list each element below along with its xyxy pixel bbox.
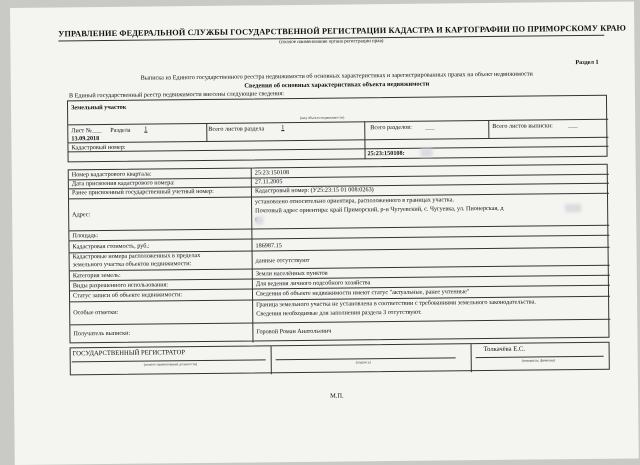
agency-caption: (полное наименование органа регистрации прав)	[279, 39, 384, 46]
section-label: Раздел 1	[575, 58, 599, 67]
name-caption: (инициалы, фамилия)	[521, 358, 555, 363]
row-value-land-category: Земли населённых пунктов	[255, 269, 328, 278]
extract-lead: В Единый государственный реестр недвижимости внесены следующие сведения:	[68, 90, 285, 100]
document-sheet	[10, 1, 639, 465]
extract-subtitle: Сведения об основных характеристиках объекта недвижимости	[244, 80, 430, 90]
row-label-special-notes: Особые отметки:	[73, 308, 119, 317]
sheet-no-value: ___	[92, 127, 102, 135]
row-label-address: Адрес:	[72, 211, 91, 219]
row-label-assign-date: Дата присвоения кадастрового номера:	[71, 179, 175, 188]
cadastral-number-label: Кадастровый номер:	[71, 143, 126, 152]
row-label-cadastral-value: Кадастровая стоимость, руб.:	[72, 242, 150, 251]
sign-caption: (подпись)	[355, 360, 371, 365]
row-label-prev-number: Ранее присвоенный государственный учетный номер:	[71, 187, 214, 197]
row-label-land-category: Категория земель:	[72, 271, 121, 280]
sheet-no-label: Лист №	[71, 127, 92, 135]
row-label-quarter: Номер кадастрового квартала:	[71, 170, 152, 179]
position-caption: (полное наименование должности)	[143, 362, 198, 367]
row-value-special-notes-1: Граница земельного участка не установлена в соответствии с требованиями земельного законодательства.	[256, 298, 536, 309]
row-value-permitted-use: Для ведения личного подсобного хозяйства	[255, 279, 371, 288]
sheets-total-label: Всего листов выписки:	[492, 122, 553, 130]
row-value-prev-number: Кадастровый номер: (У25:23:15 01 008:0263)	[254, 186, 374, 195]
row-value-cadastral-value: 186987.15	[255, 242, 282, 250]
row-value-special-notes-2: Сведения необходимые для заполнения раздела 3 отсутствуют.	[256, 308, 422, 318]
cadastral-number-value: 25:23:150108:	[367, 149, 405, 158]
agency-title: УПРАВЛЕНИЕ ФЕДЕРАЛЬНОЙ СЛУЖБЫ ГОСУДАРСТВЕННОЙ РЕГИСТРАЦИИ КАДАСТРА И КАРТОГРАФИИ ПО ПРИМОРСКОМУ КРАЮ	[58, 23, 627, 39]
row-label-record-status: Статус записи об объекте недвижимости:	[72, 291, 183, 300]
row-value-address-line1: установлено относительно ориентира, расположенного в границах участка.	[255, 196, 455, 206]
row-value-inner-objects: данные отсутствуют	[255, 256, 310, 265]
row-value-record-status: Сведения об объекте недвижимости имеют статус "актуальные, ранее учтенные"	[255, 288, 470, 298]
row-label-recipient: Получатель выписки:	[73, 329, 131, 338]
section-no-label: Раздела	[110, 126, 131, 134]
sections-total-label: Всего разделов:	[370, 123, 412, 132]
object-type-caption: (вид объекта недвижимости)	[300, 115, 345, 120]
registrar-position: ГОСУДАРСТВЕННЫЙ РЕГИСТРАТОР	[72, 349, 186, 358]
sheets-total-value: ___	[568, 122, 578, 130]
redaction-blur	[565, 204, 581, 212]
row-label-permitted-use: Виды разрешенного использования:	[72, 281, 169, 290]
details-table	[68, 164, 610, 344]
extract-title: Выписка из Единого государственного реестра недвижимости об основных характеристиках и зарегистрированных правах на объект недвижимости	[140, 70, 533, 82]
row-value-recipient: Горовой Роман Анатольевич	[256, 327, 332, 336]
sheets-in-section-label: Всего листов раздела	[208, 125, 265, 133]
registrar-name: Толкачёва Е.С.	[483, 345, 526, 354]
stamp-place: М.П.	[330, 392, 344, 400]
redaction-blur	[255, 216, 263, 224]
row-label-area: Площадь:	[72, 232, 99, 240]
row-label-inner-objects-1: Кадастровые номера расположенных в пределах	[72, 252, 201, 261]
row-value-address-line2: Почтовый адрес ориентира: край Приморский, р-н Чугуевский, с. Чугуевка, ул. Пионерская, д	[255, 204, 504, 215]
sections-total-value: ___	[425, 123, 435, 131]
redaction-blur	[420, 149, 432, 157]
row-value-assign-date: 27.11.2005	[254, 178, 283, 186]
section-no-value: 1	[144, 125, 148, 133]
sheets-in-section-value: 1	[281, 124, 285, 132]
row-value-quarter: 25:23:150108	[254, 169, 290, 177]
row-label-inner-objects-2: земельного участка объектов недвижимости:	[72, 260, 192, 269]
object-type: Земельный участок	[71, 103, 127, 112]
object-header-table	[67, 95, 608, 163]
extract-date: 13.09.2018	[71, 135, 100, 143]
